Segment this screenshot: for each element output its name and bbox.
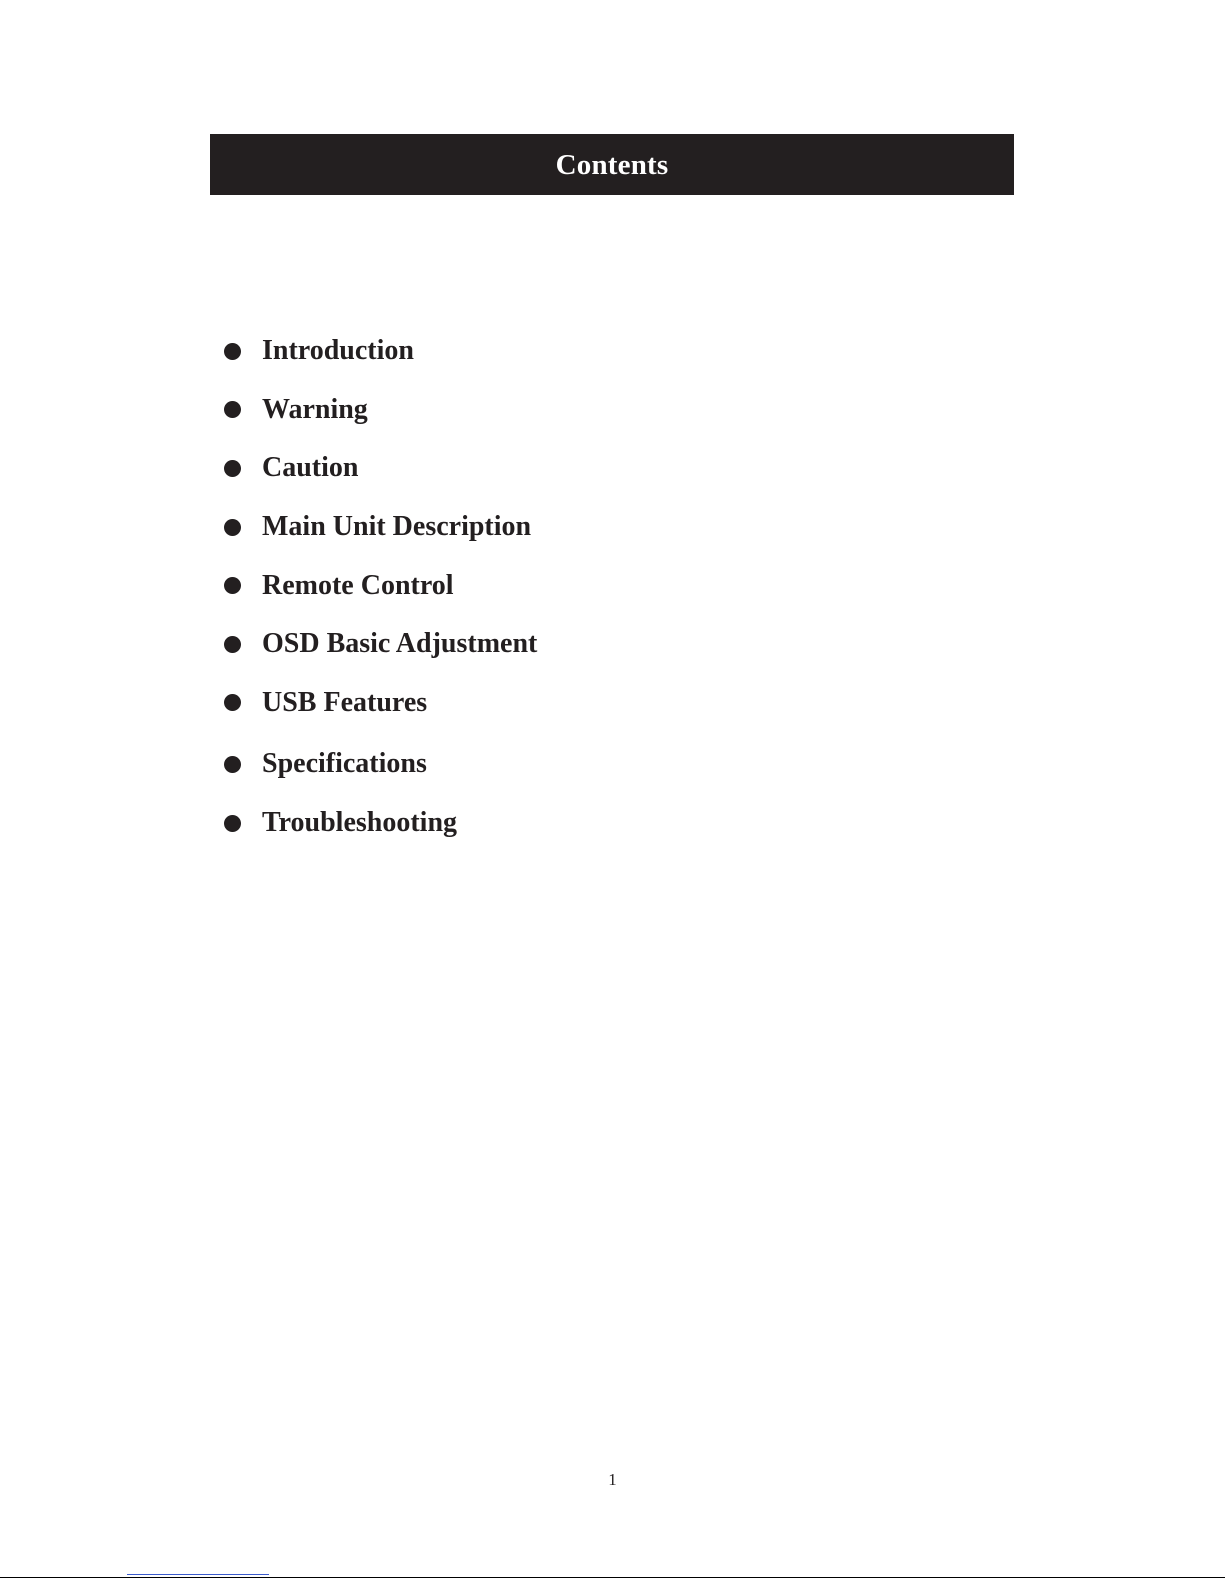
bullet-icon: [224, 815, 241, 832]
toc-item-label: Main Unit Description: [262, 511, 532, 543]
toc-item-troubleshooting[interactable]: [220, 794, 537, 853]
footer-rule: [0, 1577, 1225, 1578]
toc-item-label: Specifications: [262, 748, 427, 780]
bullet-icon: [224, 577, 241, 594]
toc-item-label: Warning: [262, 393, 368, 425]
bullet-icon: [224, 343, 241, 360]
bullet-icon: [224, 401, 241, 418]
toc-item-label: Troubleshooting: [262, 807, 458, 839]
page-number: 1: [608, 1470, 617, 1489]
toc-item-remote-control[interactable]: [220, 556, 537, 615]
toc-item-label: Introduction: [262, 335, 414, 367]
table-of-contents: [220, 322, 537, 852]
toc-item-label: Caution: [262, 452, 359, 484]
toc-item-caution[interactable]: [220, 439, 537, 498]
toc-item-label: USB Features: [262, 686, 428, 718]
toc-item-main-unit-description[interactable]: [220, 498, 537, 557]
bullet-icon: [224, 756, 241, 773]
toc-item-introduction[interactable]: [220, 322, 537, 381]
bullet-icon: [224, 519, 241, 536]
footer-link-underline: [127, 1574, 269, 1575]
toc-item-label: OSD Basic Adjustment: [262, 628, 538, 660]
contents-title-bar: [210, 134, 1014, 195]
toc-item-specifications[interactable]: [220, 735, 537, 794]
bullet-icon: [224, 636, 241, 653]
toc-item-osd-basic-adjustment[interactable]: [220, 615, 537, 674]
toc-item-usb-features[interactable]: [220, 674, 537, 733]
page-title: Contents: [555, 149, 669, 181]
bullet-icon: [224, 694, 241, 711]
toc-item-warning[interactable]: [220, 381, 537, 440]
toc-item-label: Remote Control: [262, 569, 454, 601]
bullet-icon: [224, 460, 241, 477]
